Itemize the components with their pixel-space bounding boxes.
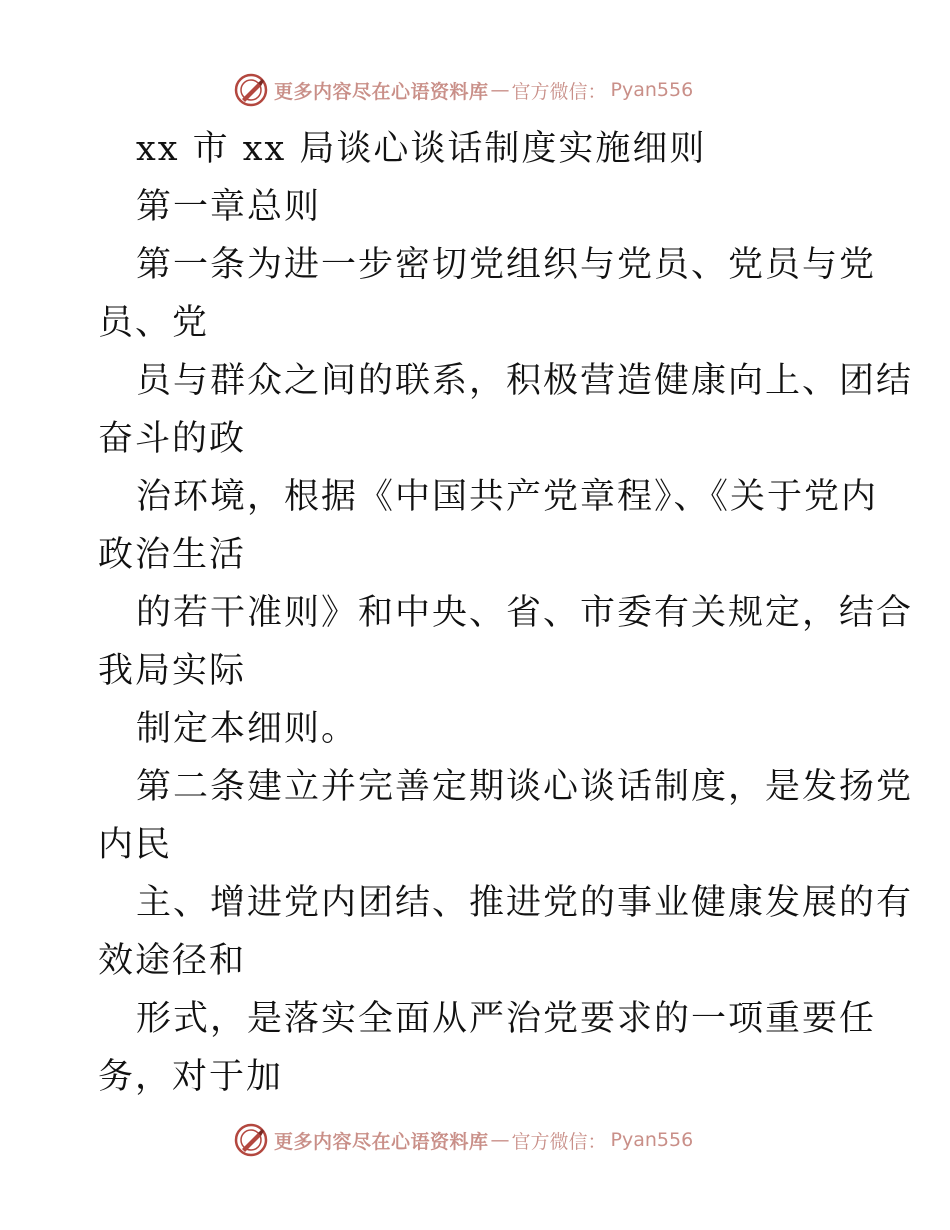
body-line: 务，对于加 [98, 1057, 284, 1097]
document-body [98, 120, 914, 1106]
body-line: 员、党 [98, 303, 210, 343]
body-line: 效途径和 [98, 941, 247, 981]
footer-banner[interactable] [234, 1122, 693, 1158]
body-line: 员与群众之间的联系，积极营造健康向上、团结 [136, 361, 914, 401]
banner-wechat-id: Pyan556 [610, 79, 694, 101]
banner-label: 官方微信： [511, 80, 607, 103]
body-line: 内民 [98, 825, 173, 865]
document-title: xx 市 xx 局谈心谈话制度实施细则 [136, 129, 707, 169]
banner-separator: — [490, 79, 510, 101]
body-line: 第二条建立并完善定期谈心谈话制度，是发扬党 [136, 767, 914, 807]
body-line: 政治生活 [98, 535, 247, 575]
body-line: 治环境，根据《中国共产党章程》、《关于党内 [136, 477, 879, 517]
pen-seal-icon [234, 73, 268, 107]
body-line: 奋斗的政 [98, 419, 247, 459]
body-line: 我局实际 [98, 651, 247, 691]
body-line: 的若干准则》和中央、省、市委有关规定，结合 [136, 593, 914, 633]
pen-seal-icon [234, 1123, 268, 1157]
body-line: 第一条为进一步密切党组织与党员、党员与党 [136, 245, 877, 285]
banner-wechat-id: Pyan556 [610, 1129, 694, 1151]
banner-title: 更多内容尽在心语资料库 [274, 1130, 489, 1153]
header-banner[interactable] [234, 72, 693, 108]
chapter-heading: 第一章总则 [136, 187, 322, 227]
banner-title: 更多内容尽在心语资料库 [274, 80, 489, 103]
body-line: 形式，是落实全面从严治党要求的一项重要任 [136, 999, 877, 1039]
banner-separator: — [490, 1129, 510, 1151]
banner-label: 官方微信： [511, 1130, 607, 1153]
body-line: 主、增进党内团结、推进党的事业健康发展的有 [136, 883, 914, 923]
body-line: 制定本细则。 [136, 709, 359, 749]
